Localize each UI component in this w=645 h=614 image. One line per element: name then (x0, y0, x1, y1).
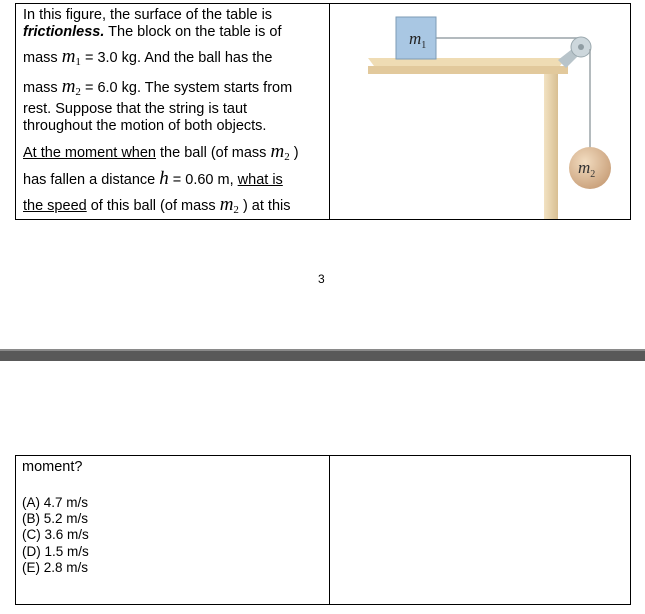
table-top-edge (368, 66, 568, 74)
table-leg (544, 74, 558, 219)
answer-table (15, 455, 631, 605)
choice-d: (D) 1.5 m/s (22, 543, 89, 559)
distance-h-symbol: h (159, 168, 169, 189)
text-line-3: mass $m_1 = 3.0$ kg. And the ball has the (23, 46, 273, 68)
frictionless-emphasis: frictionless. (23, 24, 105, 40)
ball-m2-label: $m_2$ (578, 158, 596, 180)
text-line-6: throughout the motion of both objects. (23, 118, 267, 134)
mass-m2-symbol: $m_2$ (61, 76, 81, 98)
text-line-5: rest. Suppose that the string is taut (23, 101, 248, 117)
answer-choices (22, 495, 89, 576)
choice-b: (B) 5.2 m/s (22, 511, 89, 527)
mass-m1-symbol: $m_1$ (61, 46, 81, 68)
page-divider-highlight (0, 349, 645, 351)
text-line-4: mass $m_2 = 6.0$ kg. The system starts from (23, 76, 293, 98)
pulley-hub (578, 44, 584, 50)
text-line-9: the speed of this ball (of mass $m_2$ ) at this (23, 194, 291, 216)
text-line-1: In this figure, the surface of the table is (23, 7, 273, 23)
choice-a: (A) 4.7 m/s (22, 495, 89, 510)
problem-table (15, 3, 631, 220)
block-m1-label: $m_1$ (409, 29, 427, 51)
continuation-text: moment? (22, 459, 83, 475)
text-line-7: At the moment when the ball (of mass $m_2$ ) (23, 141, 299, 163)
text-line-2: frictionless. The block on the table is of (23, 24, 282, 40)
figure-cell (330, 4, 630, 219)
answer-empty-cell (330, 456, 630, 604)
text-line-8: has fallen a distance h = 0.60 m, what is (23, 168, 283, 189)
choice-c: (C) 3.6 m/s (22, 527, 89, 543)
answer-text-cell (16, 456, 330, 604)
choice-e: (E) 2.8 m/s (22, 559, 89, 575)
page-number: 3 (318, 272, 325, 286)
table-pulley-figure (330, 4, 630, 219)
problem-text-cell (16, 4, 330, 219)
